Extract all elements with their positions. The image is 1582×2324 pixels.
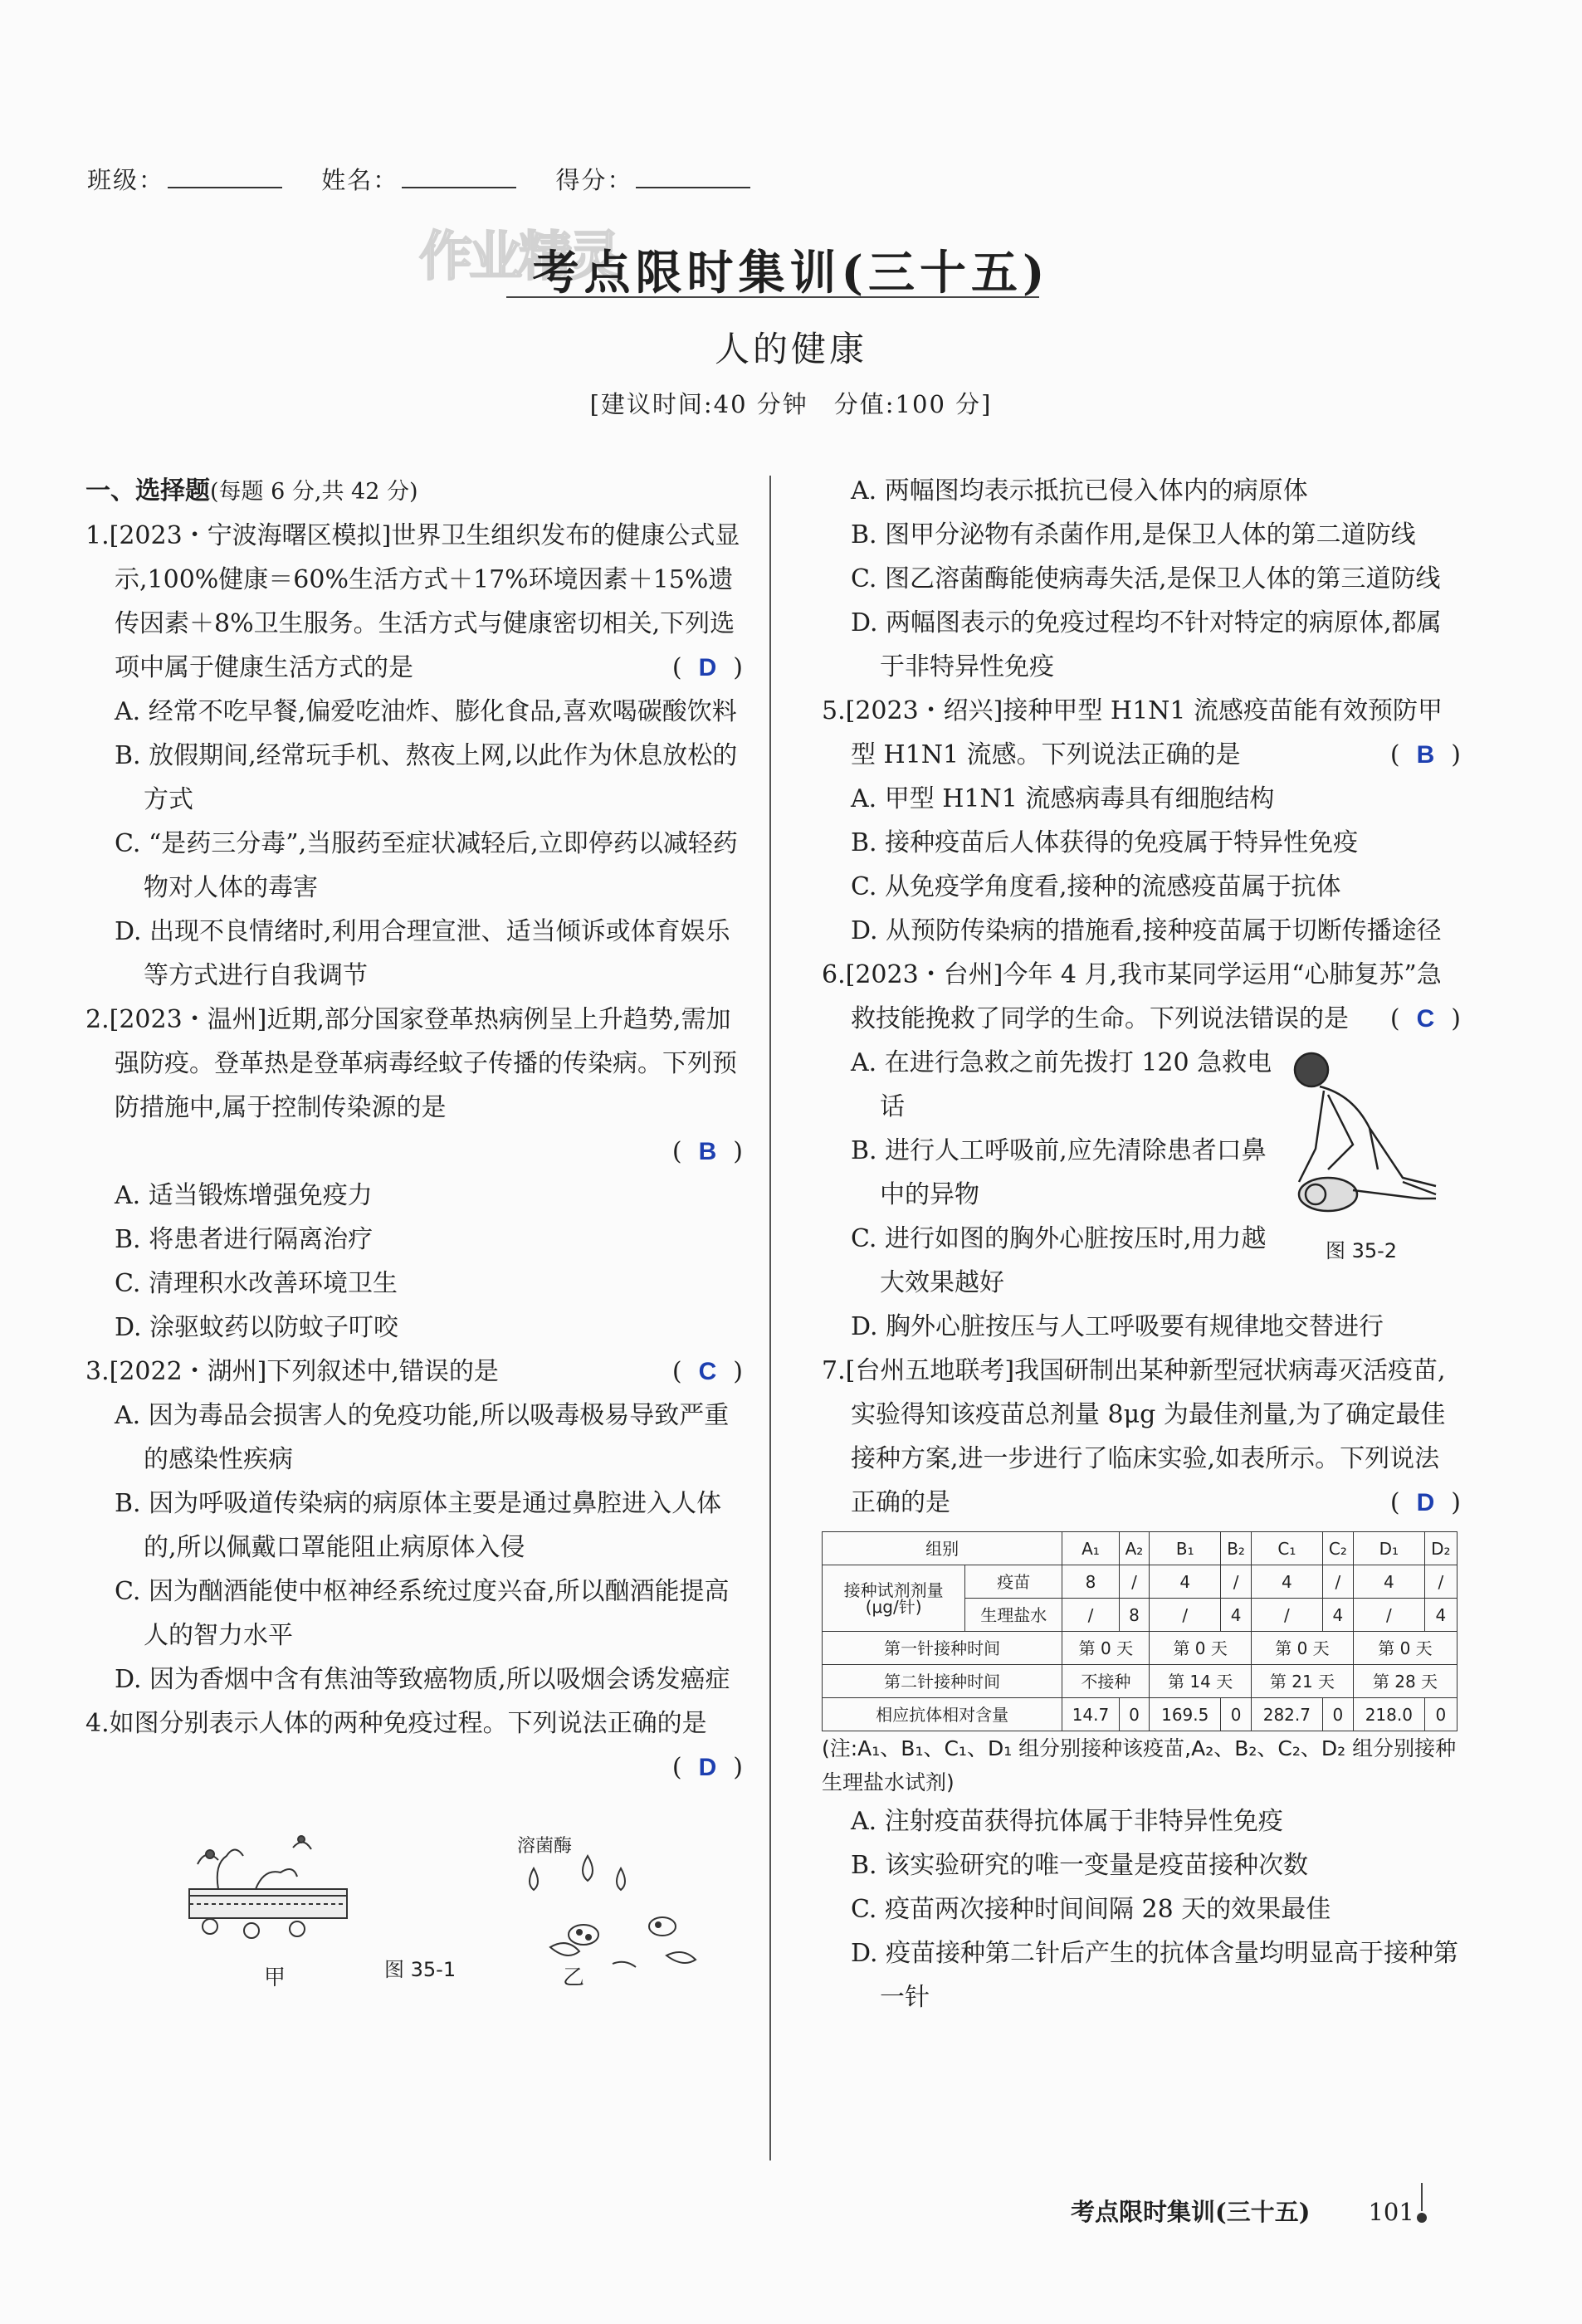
table-row: [823, 1565, 1457, 1599]
table-cell: A₁: [1062, 1532, 1119, 1565]
table-cell: 4: [1322, 1599, 1353, 1632]
answer-bracket: ( B ): [671, 1137, 743, 1166]
table-row: [823, 1532, 1457, 1565]
figure-label-b: 乙: [563, 1965, 585, 1990]
option-c: C. “是药三分毒”,当服药至症状减轻后,立即停药以减轻药物对人体的毒害: [115, 829, 738, 902]
section-heading: [85, 469, 743, 514]
table-cell: B₁: [1150, 1532, 1221, 1565]
unit-label: (μg/针): [865, 1596, 922, 1617]
vaccine-trial-table: [822, 1531, 1457, 1731]
page-title: 考点限时集训(三十五): [532, 246, 1050, 300]
table-cell: 组别: [823, 1532, 1062, 1565]
q4-option-a: A. 两幅图均表示抵抗已侵入体内的病原体: [851, 476, 1308, 505]
footer-label: 考点限时集训(三十五): [1071, 2198, 1311, 2226]
option-a: A. 甲型 H1N1 流感病毒具有细胞结构: [851, 784, 1275, 813]
table-cell: 生理盐水: [965, 1599, 1062, 1632]
question-3: [85, 1350, 743, 1702]
table-cell: 282.7: [1251, 1698, 1322, 1731]
figure-label-a: 甲: [264, 1965, 286, 1990]
dose-label: 接种试剂剂量: [843, 1579, 944, 1600]
question-stem: [85, 1702, 743, 1782]
table-note: (注:A₁、B₁、C₁、D₁ 组分别接种该疫苗,A₂、B₂、C₂、D₂ 组分别接种生理盐水试剂): [822, 1736, 1457, 1794]
question-number: 5.: [822, 696, 846, 725]
table-cell: 169.5: [1150, 1698, 1221, 1731]
footer-mark: [1421, 2183, 1423, 2211]
answer-letter: C: [698, 1358, 717, 1385]
cpr-figure: [1262, 1041, 1461, 1262]
table-cell: 第二针接种时间: [823, 1665, 1062, 1698]
table-cell: 4: [1251, 1565, 1322, 1599]
table-cell: /: [1119, 1565, 1150, 1599]
answer-letter: B: [698, 1138, 717, 1165]
question-7: [822, 1349, 1461, 2019]
score-label: 得分：: [555, 166, 633, 194]
table-row: [823, 1632, 1457, 1665]
column-divider: [769, 476, 771, 2160]
table-cell: /: [1424, 1565, 1457, 1599]
answer-letter: D: [698, 654, 717, 681]
table-cell: /: [1062, 1599, 1119, 1632]
q4-option-d: D. 两幅图表示的免疫过程均不针对特定的病原体,都属于非特异性免疫: [851, 608, 1442, 681]
question-stem: [85, 1350, 743, 1394]
question-number: 6.: [822, 960, 846, 989]
answer-letter: D: [698, 1754, 717, 1781]
section-note: (每题 6 分,共 42 分): [210, 479, 418, 505]
footer-dot: [1417, 2213, 1427, 2223]
title-underline: [506, 296, 1039, 298]
option-a: A. 在进行急救之前先拨打 120 急救电话: [851, 1048, 1272, 1121]
table-row: [823, 1698, 1457, 1731]
table-cell: C₁: [1251, 1532, 1322, 1565]
question-stem: [822, 953, 1461, 1041]
question-stem: [822, 1349, 1461, 1525]
question-5: [822, 689, 1461, 953]
table-cell: /: [1150, 1599, 1221, 1632]
table-cell: 第 0 天: [1251, 1632, 1353, 1665]
page-number: 101: [1368, 2198, 1414, 2226]
section-title: 一、选择题: [85, 476, 210, 505]
table-cell: 第 28 天: [1353, 1665, 1457, 1698]
answer-bracket: ( D ): [1389, 1488, 1461, 1517]
table-cell: /: [1221, 1565, 1252, 1599]
option-a: A. 因为毒品会损害人的免疫功能,所以吸毒极易导致严重的感染性疾病: [115, 1401, 730, 1474]
question-number: 1.: [85, 521, 110, 550]
question-text: [2023・宁波海曙区模拟]世界卫生组织发布的健康公式显示,100%健康＝60%生活方式＋17%环境因素＋15%遗传因素＋8%卫生服务。生活方式与健康密切相关,下列选项中属于健康生活方式的是: [109, 521, 740, 682]
time-score-info: [建议时间:40 分钟 分值:100 分]: [589, 390, 993, 418]
lysozyme-drawing: [530, 1856, 696, 1967]
table-cell: /: [1353, 1599, 1424, 1632]
table-cell: 0: [1424, 1698, 1457, 1731]
question-text: [2022・湖州]下列叙述中,错误的是: [109, 1357, 499, 1386]
table-cell: 0: [1119, 1698, 1150, 1731]
question-4: [85, 1702, 743, 1990]
lysozyme-label: 溶菌酶: [517, 1836, 573, 1857]
answer-bracket: ( C ): [1389, 1004, 1461, 1033]
option-c: C. 因为酗酒能使中枢神经系统过度兴奋,所以酗酒能提高人的智力水平: [115, 1577, 730, 1650]
answer-bracket: ( D ): [671, 1753, 743, 1782]
question-text: 如图分别表示人体的两种免疫过程。下列说法正确的是: [109, 1709, 707, 1738]
table-cell: 4: [1424, 1599, 1457, 1632]
score-blank[interactable]: [636, 168, 750, 188]
class-blank[interactable]: [168, 168, 282, 188]
student-info-line: [87, 162, 780, 196]
question-stem: [85, 514, 743, 690]
option-c: C. 进行如图的胸外心脏按压时,用力越大效果越好: [851, 1224, 1267, 1297]
table-cell: 4: [1221, 1599, 1252, 1632]
question-1: [85, 514, 743, 998]
figure-caption: 图 35-1: [384, 1958, 457, 1981]
question-stem: [85, 998, 743, 1130]
question-number: 4.: [85, 1709, 110, 1738]
question-stem: [822, 689, 1461, 777]
table-cell: A₂: [1119, 1532, 1150, 1565]
answer-letter: C: [1416, 1005, 1435, 1033]
option-c: C. 疫苗两次接种时间间隔 28 天的效果最佳: [851, 1895, 1331, 1924]
option-a: A. 注射疫苗获得抗体属于非特异性免疫: [851, 1807, 1283, 1836]
figure-caption: 图 35-2: [1325, 1239, 1398, 1262]
table-cell: 0: [1322, 1698, 1353, 1731]
q4-option-b: B. 图甲分泌物有杀菌作用,是保卫人体的第二道防线: [851, 520, 1416, 549]
option-b: B. 放假期间,经常玩手机、熬夜上网,以此作为休息放松的方式: [115, 741, 738, 814]
table-cell: 第一针接种时间: [823, 1632, 1062, 1665]
table-cell: 4: [1150, 1565, 1221, 1599]
option-b: B. 接种疫苗后人体获得的免疫属于特异性免疫: [851, 828, 1359, 857]
table-cell: D₂: [1424, 1532, 1457, 1565]
answer-bracket: ( D ): [671, 653, 743, 682]
option-d: D. 胸外心脏按压与人工呼吸要有规律地交替进行: [851, 1312, 1384, 1341]
answer-letter: D: [1416, 1489, 1435, 1516]
option-b: B. 进行人工呼吸前,应先清除患者口鼻中的异物: [851, 1136, 1267, 1209]
table-cell: 第 14 天: [1150, 1665, 1252, 1698]
page-subtitle: 人的健康: [714, 329, 867, 369]
table-cell: /: [1251, 1599, 1322, 1632]
question-text: [2023・绍兴]接种甲型 H1N1 流感疫苗能有效预防甲型 H1N1 流感。下列说法正确的是: [845, 696, 1443, 769]
option-b: B. 因为呼吸道传染病的病原体主要是通过鼻腔进入人体的,所以佩戴口罩能阻止病原体入侵: [115, 1489, 722, 1562]
table-cell: 第 21 天: [1251, 1665, 1353, 1698]
option-d: D. 疫苗接种第二针后产生的抗体含量均明显高于接种第一针: [851, 1939, 1459, 2012]
question-number: 3.: [85, 1357, 110, 1386]
class-label: 班级：: [87, 166, 165, 194]
question-2: [85, 998, 743, 1350]
table-cell: 第 0 天: [1150, 1632, 1252, 1665]
table-cell: 第 0 天: [1353, 1632, 1457, 1665]
option-a: A. 经常不吃早餐,偏爱吃油炸、膨化食品,喜欢喝碳酸饮料: [115, 697, 737, 726]
table-cell: B₂: [1221, 1532, 1252, 1565]
option-b: B. 该实验研究的唯一变量是疫苗接种次数: [851, 1851, 1309, 1880]
table-cell: 相应抗体相对含量: [823, 1698, 1062, 1731]
answer-letter: B: [1416, 741, 1435, 769]
option-c: C. 从免疫学角度看,接种的流感疫苗属于抗体: [851, 872, 1341, 901]
table-row: [823, 1665, 1457, 1698]
table-cell: 疫苗: [965, 1565, 1062, 1599]
table-cell: [823, 1565, 965, 1632]
question-number: 7.: [822, 1356, 846, 1385]
name-label: 姓名：: [321, 166, 399, 194]
option-c: C. 清理积水改善环境卫生: [115, 1269, 398, 1298]
table-cell: /: [1322, 1565, 1353, 1599]
name-blank[interactable]: [402, 168, 516, 188]
answer-bracket: ( B ): [1389, 740, 1461, 769]
question-number: 2.: [85, 1005, 110, 1034]
answer-bracket: ( C ): [671, 1357, 743, 1386]
option-d: D. 从预防传染病的措施看,接种疫苗属于切断传播途径: [851, 916, 1442, 945]
right-column: [822, 469, 1461, 2019]
table-cell: C₂: [1322, 1532, 1353, 1565]
option-d: D. 出现不良情绪时,利用合理宣泄、适当倾诉或体育娱乐等方式进行自我调节: [115, 917, 730, 990]
q4-option-c: C. 图乙溶菌酶能使病毒失活,是保卫人体的第三道防线: [851, 564, 1441, 593]
skin-barrier-drawing: [189, 1836, 347, 1938]
question-6: [822, 953, 1461, 1349]
cpr-illustration: [1262, 1041, 1461, 1223]
table-cell: 0: [1221, 1698, 1252, 1731]
q6-options-with-figure: [822, 1041, 1461, 1349]
immune-illustration: [85, 1789, 743, 1997]
table-cell: 不接种: [1062, 1665, 1150, 1698]
page-footer: [1071, 2194, 1414, 2228]
option-d: D. 涂驱蚊药以防蚊子叮咬: [115, 1313, 399, 1342]
table-cell: D₁: [1353, 1532, 1424, 1565]
question-text: [2023・温州]近期,部分国家登革热病例呈上升趋势,需加强防疫。登革热是登革病毒经蚊子传播的传染病。下列预防措施中,属于控制传染源的是: [109, 1005, 737, 1122]
left-column: [85, 469, 743, 1990]
option-b: B. 将患者进行隔离治疗: [115, 1225, 374, 1254]
table-cell: 4: [1353, 1565, 1424, 1599]
table-cell: 8: [1119, 1599, 1150, 1632]
option-d: D. 因为香烟中含有焦油等致癌物质,所以吸烟会诱发癌症: [115, 1665, 730, 1694]
table-cell: 218.0: [1353, 1698, 1424, 1731]
table-cell: 8: [1062, 1565, 1119, 1599]
watermark: 作业精灵: [419, 227, 618, 288]
question-text: [台州五地联考]我国研制出某种新型冠状病毒灭活疫苗,实验得知该疫苗总剂量 8μg 为最佳剂量,为了确定最佳接种方案,进一步进行了临床实验,如表所示。下列说法正确的是: [845, 1356, 1446, 1517]
table-cell: 第 0 天: [1062, 1632, 1150, 1665]
table-cell: 14.7: [1062, 1698, 1119, 1731]
question-text: [2023・台州]今年 4 月,我市某同学运用“心肺复苏”急救技能挽救了同学的生命。下列说法错误的是: [845, 960, 1442, 1033]
option-a: A. 适当锻炼增强免疫力: [115, 1181, 373, 1210]
